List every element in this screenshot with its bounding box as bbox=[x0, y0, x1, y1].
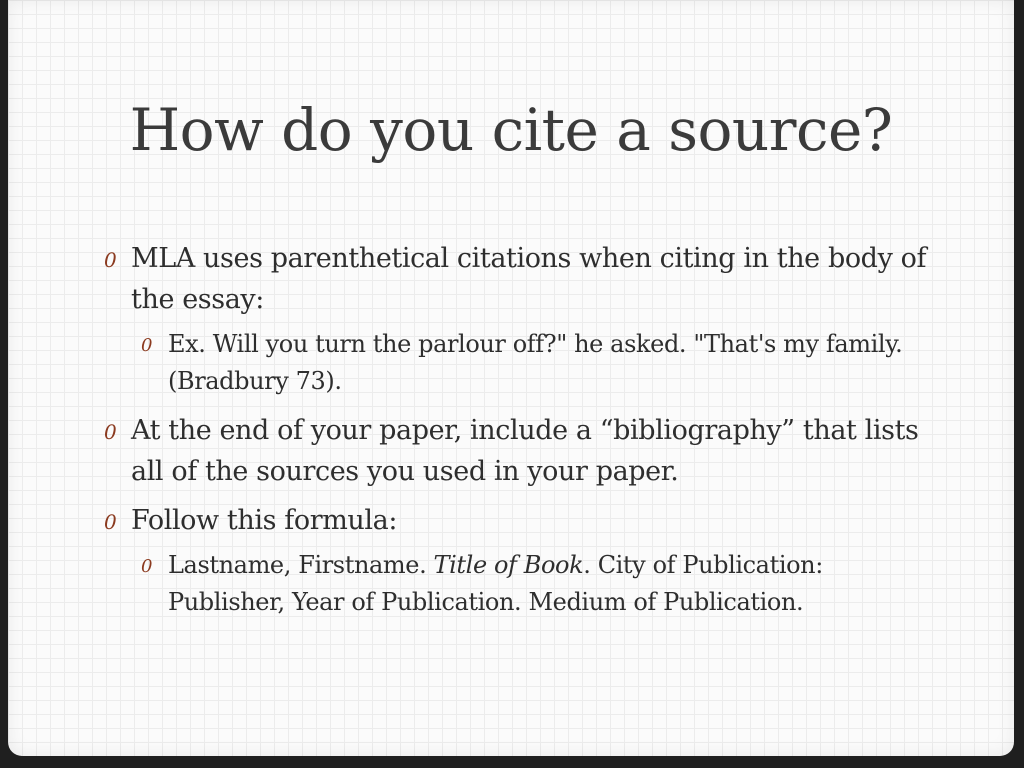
citation-part: Lastname, Firstname. bbox=[168, 551, 434, 579]
bullet-marker: 0 bbox=[141, 556, 153, 577]
bullet-marker: 0 bbox=[104, 248, 117, 272]
slide bbox=[8, 0, 1014, 756]
bullet-marker: 0 bbox=[104, 510, 117, 534]
slide-body bbox=[104, 238, 934, 631]
citation-italic-part: Title of Book bbox=[433, 551, 584, 579]
bullet-text: MLA uses parenthetical citations when citing in the body of the essay: bbox=[131, 243, 927, 315]
bullet-item bbox=[104, 500, 934, 541]
bullet-text: Ex. Will you turn the parlour off?" he asked. "That's my family. (Bradbury 73). bbox=[168, 330, 903, 395]
sub-bullet-item bbox=[141, 547, 934, 621]
sub-bullet-item bbox=[141, 326, 934, 400]
bullet-text: Follow this formula: bbox=[131, 505, 398, 536]
bullet-text: At the end of your paper, include a “bibliography” that lists all of the sources you used in your paper. bbox=[131, 415, 919, 487]
slide-title: How do you cite a source? bbox=[129, 96, 893, 164]
bullet-marker: 0 bbox=[141, 335, 153, 356]
citation-part: . City of Publication: Publisher, Year of Publication. Medium of Publication. bbox=[168, 551, 823, 616]
bullet-item bbox=[104, 410, 934, 492]
bullet-item bbox=[104, 238, 934, 320]
bullet-text bbox=[168, 551, 823, 616]
bullet-marker: 0 bbox=[104, 420, 117, 444]
